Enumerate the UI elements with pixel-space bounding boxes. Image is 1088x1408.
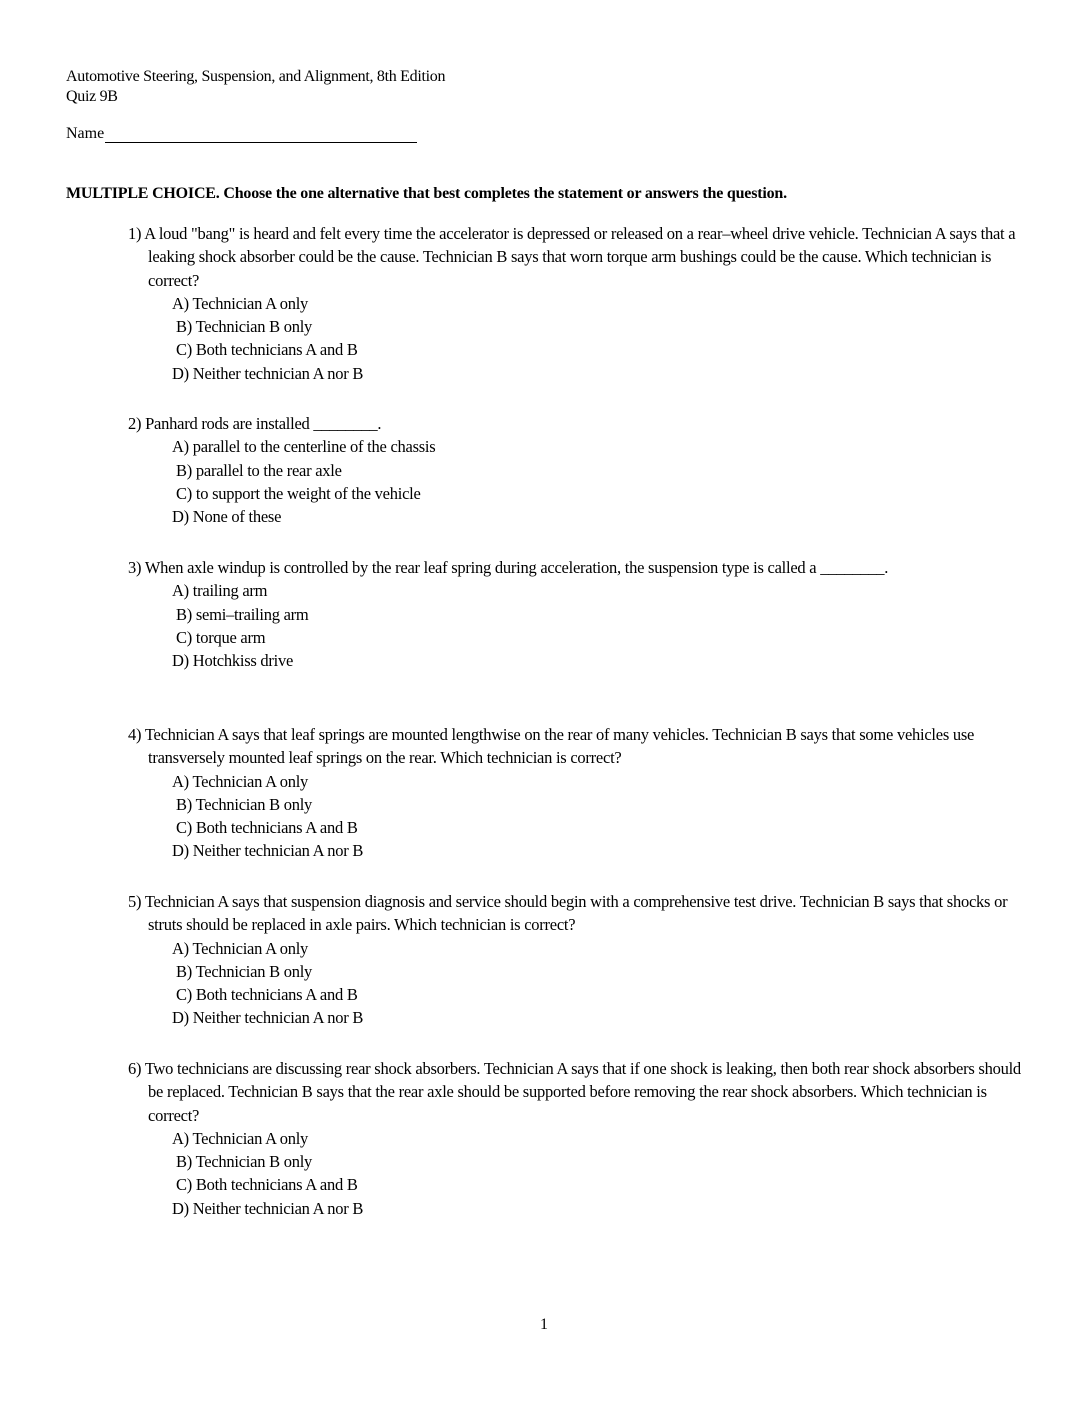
choice-list — [128, 1127, 1028, 1220]
book-title: Automotive Steering, Suspension, and Alignment, 8th Edition — [66, 68, 446, 85]
question-stem: 4) Technician A says that leaf springs are mounted lengthwise on the rear of many vehicles. Technician B says that some vehicles use transversely mounted leaf springs on the rear. Which technician is correct? — [128, 725, 975, 768]
choice-c: C) torque arm — [176, 627, 266, 647]
choice-b: B) Technician B only — [176, 1152, 313, 1172]
choice-b: B) Technician B only — [176, 317, 313, 337]
choice-b: B) Technician B only — [176, 794, 313, 814]
section-instructions: MULTIPLE CHOICE. Choose the one alternative that best completes the statement or answers the question. — [66, 185, 787, 202]
question-3 — [128, 556, 1028, 672]
choice-list — [128, 937, 1028, 1030]
question-stem: 3) When axle windup is controlled by the rear leaf spring during acceleration, the suspension type is called a ________. — [128, 558, 889, 577]
page-number: 1 — [540, 1316, 548, 1333]
name-blank-line[interactable] — [105, 125, 417, 143]
choice-d: D) Neither technician A nor B — [172, 841, 364, 861]
question-stem: 5) Technician A says that suspension diagnosis and service should begin with a comprehensive test drive. Technician B says that shocks or struts should be replaced in axle pairs. Which technician is correct? — [128, 892, 1008, 935]
choice-a: A) Technician A only — [172, 771, 309, 791]
question-stem: 2) Panhard rods are installed ________. — [128, 414, 382, 433]
question-1 — [128, 222, 1028, 385]
choice-c: C) to support the weight of the vehicle — [176, 483, 421, 503]
choice-a: A) Technician A only — [172, 938, 309, 958]
question-6 — [128, 1057, 1028, 1220]
choice-b: B) semi–trailing arm — [176, 604, 309, 624]
choice-d: D) Neither technician A nor B — [172, 1008, 364, 1028]
name-label: Name — [66, 125, 105, 142]
question-5 — [128, 890, 1028, 1030]
question-stem: 1) A loud "bang" is heard and felt every time the accelerator is depressed or released on a rear–wheel drive vehicle. Technician A says that a leaking shock absorber could be the cause. Technician B says that worn torque arm bushings could be the cause. Which technician is correct? — [128, 224, 1016, 290]
choice-c: C) Both technicians A and B — [176, 1175, 358, 1195]
choice-list — [128, 435, 1028, 528]
choice-b: B) parallel to the rear axle — [176, 460, 342, 480]
choice-d: D) None of these — [172, 507, 282, 527]
choice-d: D) Neither technician A nor B — [172, 363, 364, 383]
choice-b: B) Technician B only — [176, 961, 313, 981]
choice-list — [128, 579, 1028, 672]
choice-c: C) Both technicians A and B — [176, 340, 358, 360]
question-4 — [128, 723, 1028, 863]
question-stem: 6) Two technicians are discussing rear shock absorbers. Technician A says that if one shock is leaking, then both rear shock absorbers should be replaced. Technician B says that the rear axle should be supported before removing the rear shock absorbers. Which technician is correct? — [128, 1059, 1021, 1125]
choice-a: A) trailing arm — [172, 581, 268, 601]
choice-a: A) Technician A only — [172, 1128, 309, 1148]
question-2 — [128, 412, 1028, 528]
choice-a: A) parallel to the centerline of the chassis — [172, 437, 436, 457]
quiz-title: Quiz 9B — [66, 88, 118, 105]
choice-d: D) Neither technician A nor B — [172, 1198, 364, 1218]
choice-list — [128, 770, 1028, 863]
choice-d: D) Hotchkiss drive — [172, 651, 294, 671]
choice-list — [128, 292, 1028, 385]
choice-a: A) Technician A only — [172, 293, 309, 313]
choice-c: C) Both technicians A and B — [176, 818, 358, 838]
name-field — [66, 125, 417, 143]
choice-c: C) Both technicians A and B — [176, 985, 358, 1005]
